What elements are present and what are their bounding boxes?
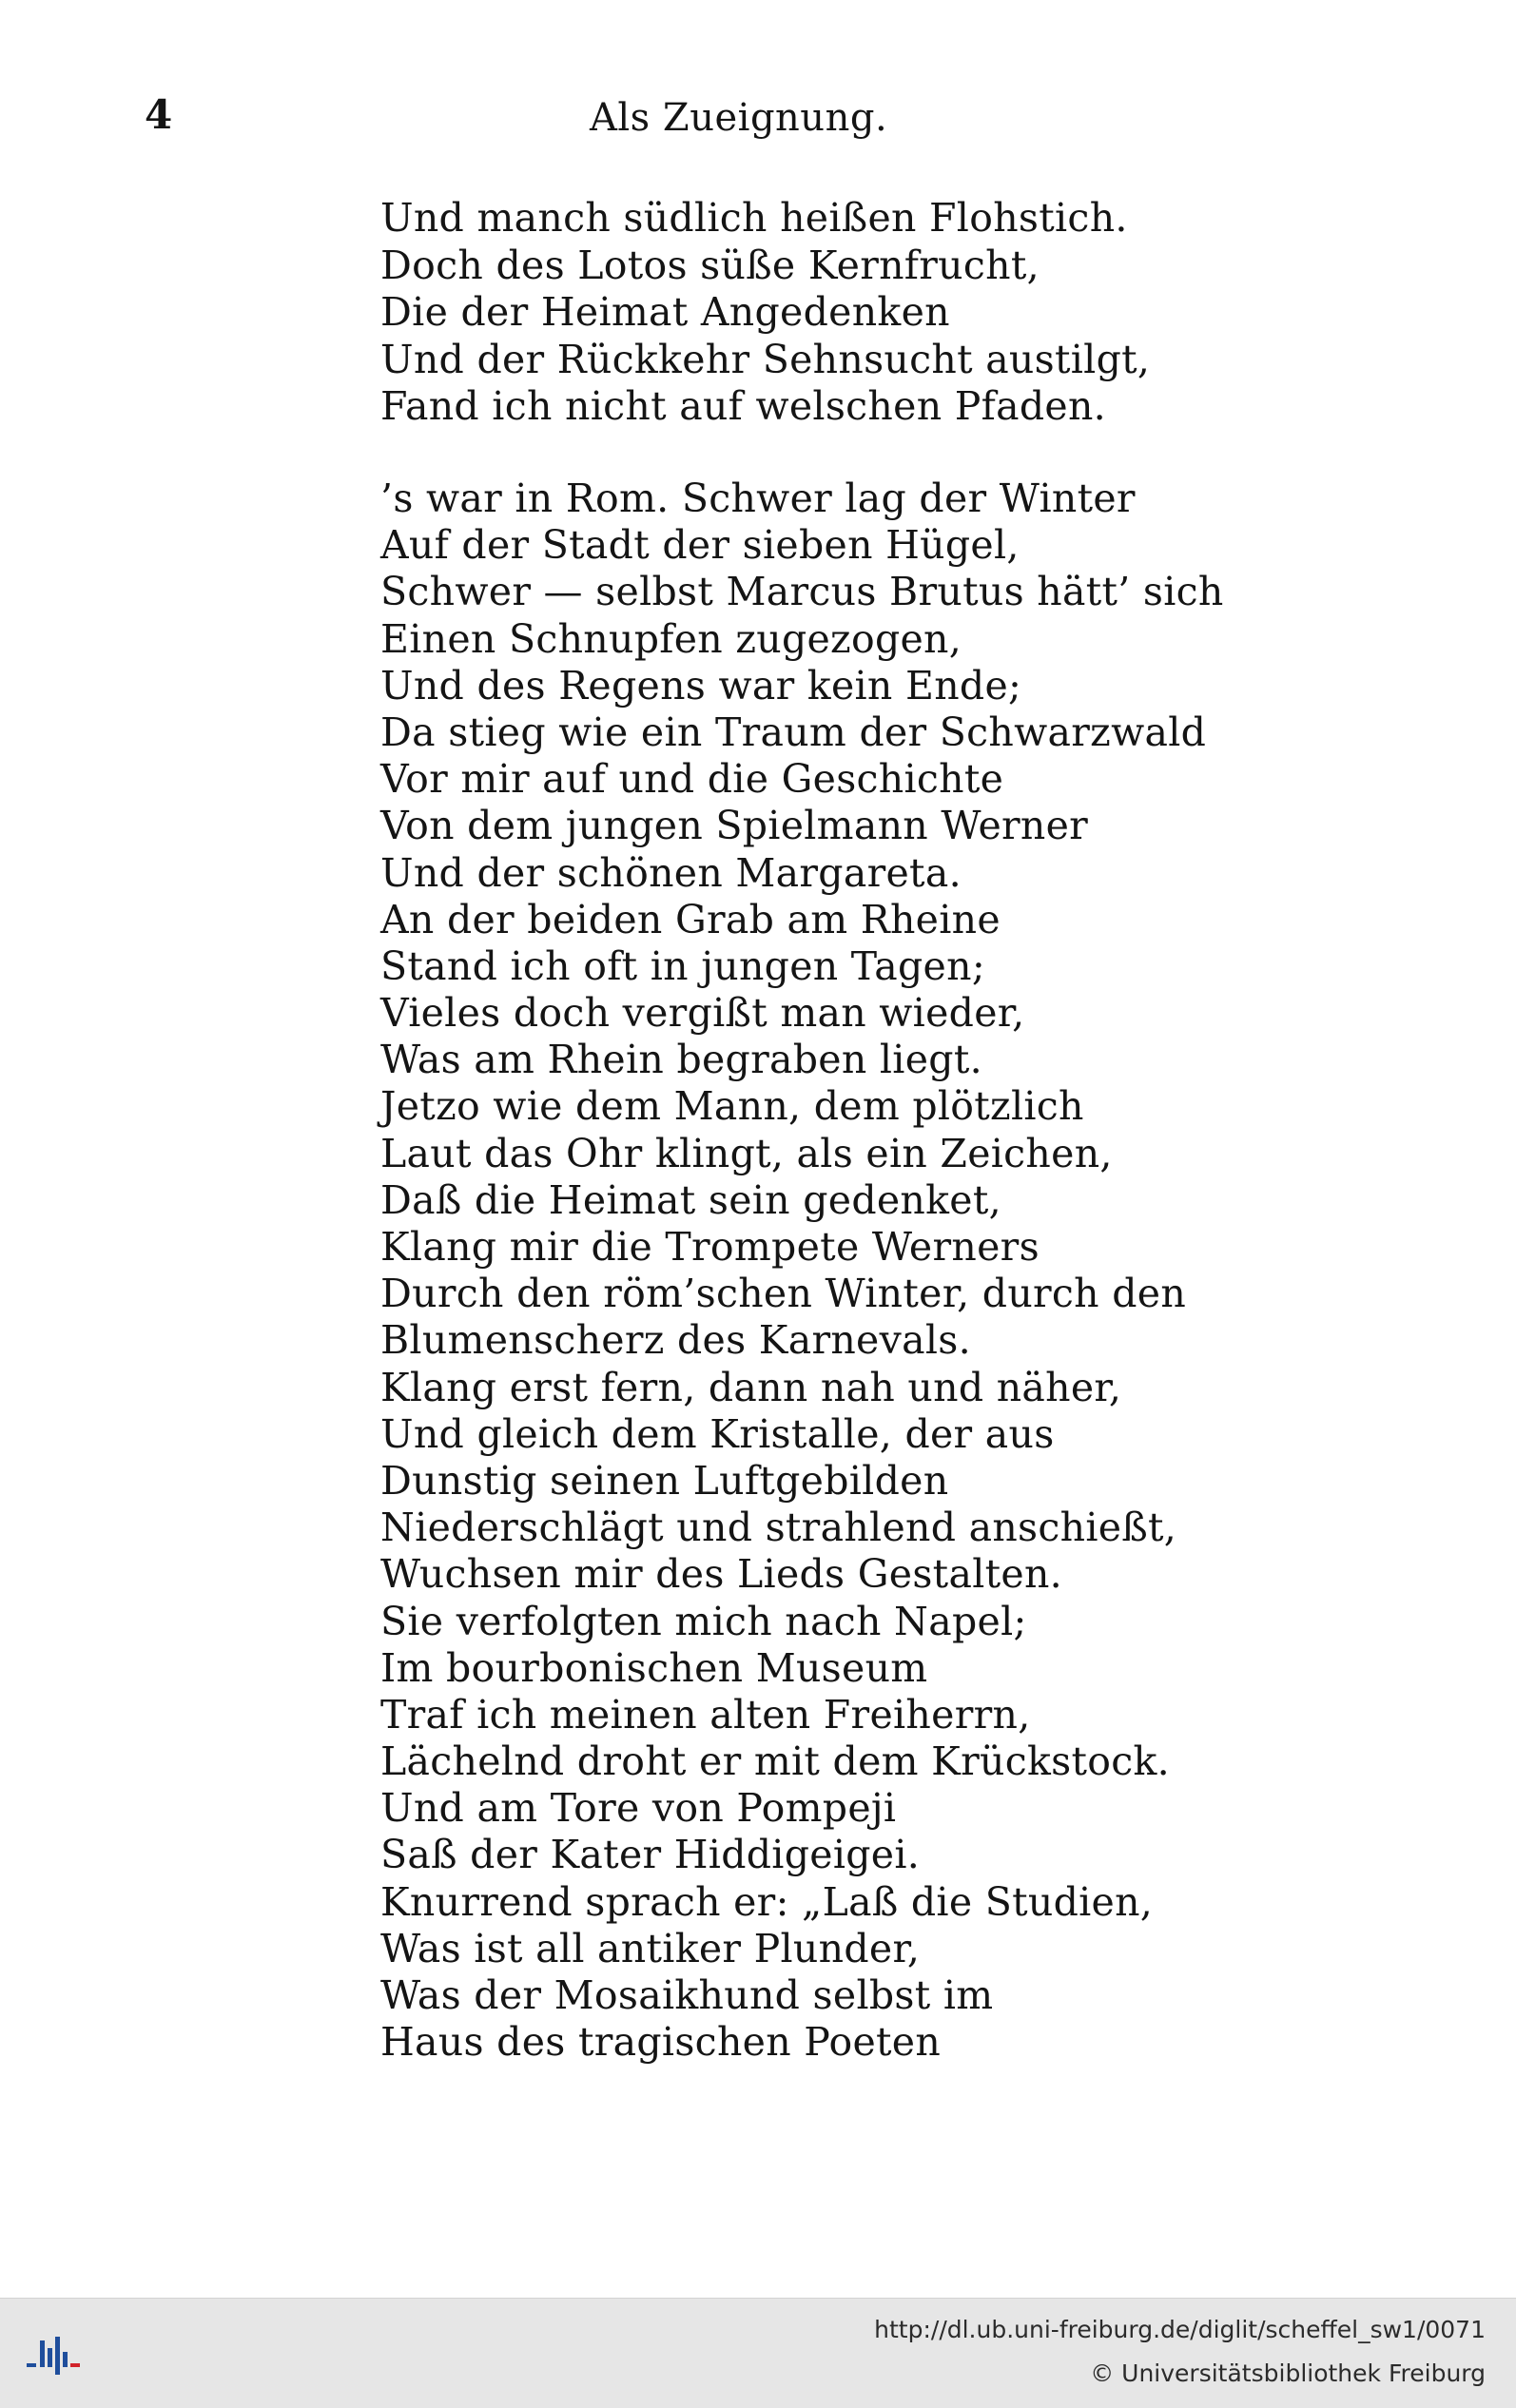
verse-line: Und des Regens war kein Ende; [380,662,1022,709]
verse-line: Was ist all antiker Plunder, [380,1925,921,1971]
verse-line: Schwer — selbst Marcus Brutus hätt’ sich [380,569,1224,615]
verse-line: ’s war in Rom. Schwer lag der Winter [380,476,1136,521]
page-number: 4 [145,91,173,138]
verse-line: Wuchsen mir des Lieds Gestalten. [380,1551,1062,1598]
verse-line: Einen Schnupfen zugezogen, [380,615,962,662]
verse-line: Vieles doch vergißt man wieder, [380,990,1025,1037]
verse-line: Vor mir auf und die Geschichte [380,756,1004,803]
verse-line: Von dem jungen Spielmann Werner [380,803,1089,849]
verse-line: Fand ich nicht auf welschen Pfaden. [380,383,1106,429]
verse-line: Was am Rhein begraben liegt. [380,1037,982,1083]
verse-line: Und am Tore von Pompeji [380,1785,897,1832]
verse-line: Auf der Stadt der sieben Hügel, [380,522,1020,569]
verse-line: Knurrend sprach er: „Laß die Studien, [380,1878,1154,1925]
verse-line: Doch des Lotos süße Kernfrucht, [380,242,1040,288]
stanza-1 [380,195,1150,431]
stanza-2 [380,476,1224,2066]
verse-line: Daß die Heimat sein gedenket, [380,1176,1001,1223]
verse-line: Was der Mosaikhund selbst im [380,1972,994,2018]
verse-line: Und der Rückkehr Sehnsucht austilgt, [380,336,1151,382]
verse-line: Niederschlägt und strahlend anschießt, [380,1505,1177,1551]
verse-line: Saß der Kater Hiddigeigei. [380,1832,921,1878]
copyright-notice: © Universitätsbibliothek Freiburg [1090,2359,1486,2387]
verse-line: Haus des tragischen Poeten [380,2019,942,2066]
verse-line: Klang erst fern, dann nah und näher, [380,1364,1122,1410]
ub-freiburg-logo-icon[interactable] [21,2323,97,2390]
verse-line: Die der Heimat Angedenken [380,289,950,335]
verse-line: Da stieg wie ein Traum der Schwarzwald [380,709,1207,755]
source-url-link[interactable]: http://dl.ub.uni-freiburg.de/diglit/scheffel_sw1/0071 [874,2316,1486,2343]
verse-line: Lächelnd droht er mit dem Krückstock. [380,1738,1170,1785]
verse-line: Blumenscherz des Karnevals. [380,1317,971,1364]
verse-line: Klang mir die Trompete Werners [380,1224,1040,1270]
verse-line: Und gleich dem Kristalle, der aus [380,1410,1055,1457]
verse-line: Traf ich meinen alten Freiherrn, [380,1691,1031,1738]
footer-bar [0,2298,1516,2408]
verse-line: An der beiden Grab am Rheine [380,896,1001,942]
verse-line: Sie verfolgten mich nach Napel; [380,1598,1027,1644]
verse-line: Dunstig seinen Luftgebilden [380,1457,949,1504]
verse-line: Im bourbonischen Museum [380,1644,928,1691]
verse-line: Stand ich oft in jungen Tagen; [380,942,985,989]
verse-line: Durch den röm’schen Winter, durch den [380,1271,1187,1317]
verse-line: Jetzo wie dem Mann, dem plötzlich [380,1083,1084,1130]
running-head: Als Zueignung. [590,96,888,140]
verse-line: Und manch südlich heißen Flohstich. [380,195,1128,241]
verse-line: Und der schönen Margareta. [380,849,962,896]
verse-line: Laut das Ohr klingt, als ein Zeichen, [380,1130,1113,1176]
